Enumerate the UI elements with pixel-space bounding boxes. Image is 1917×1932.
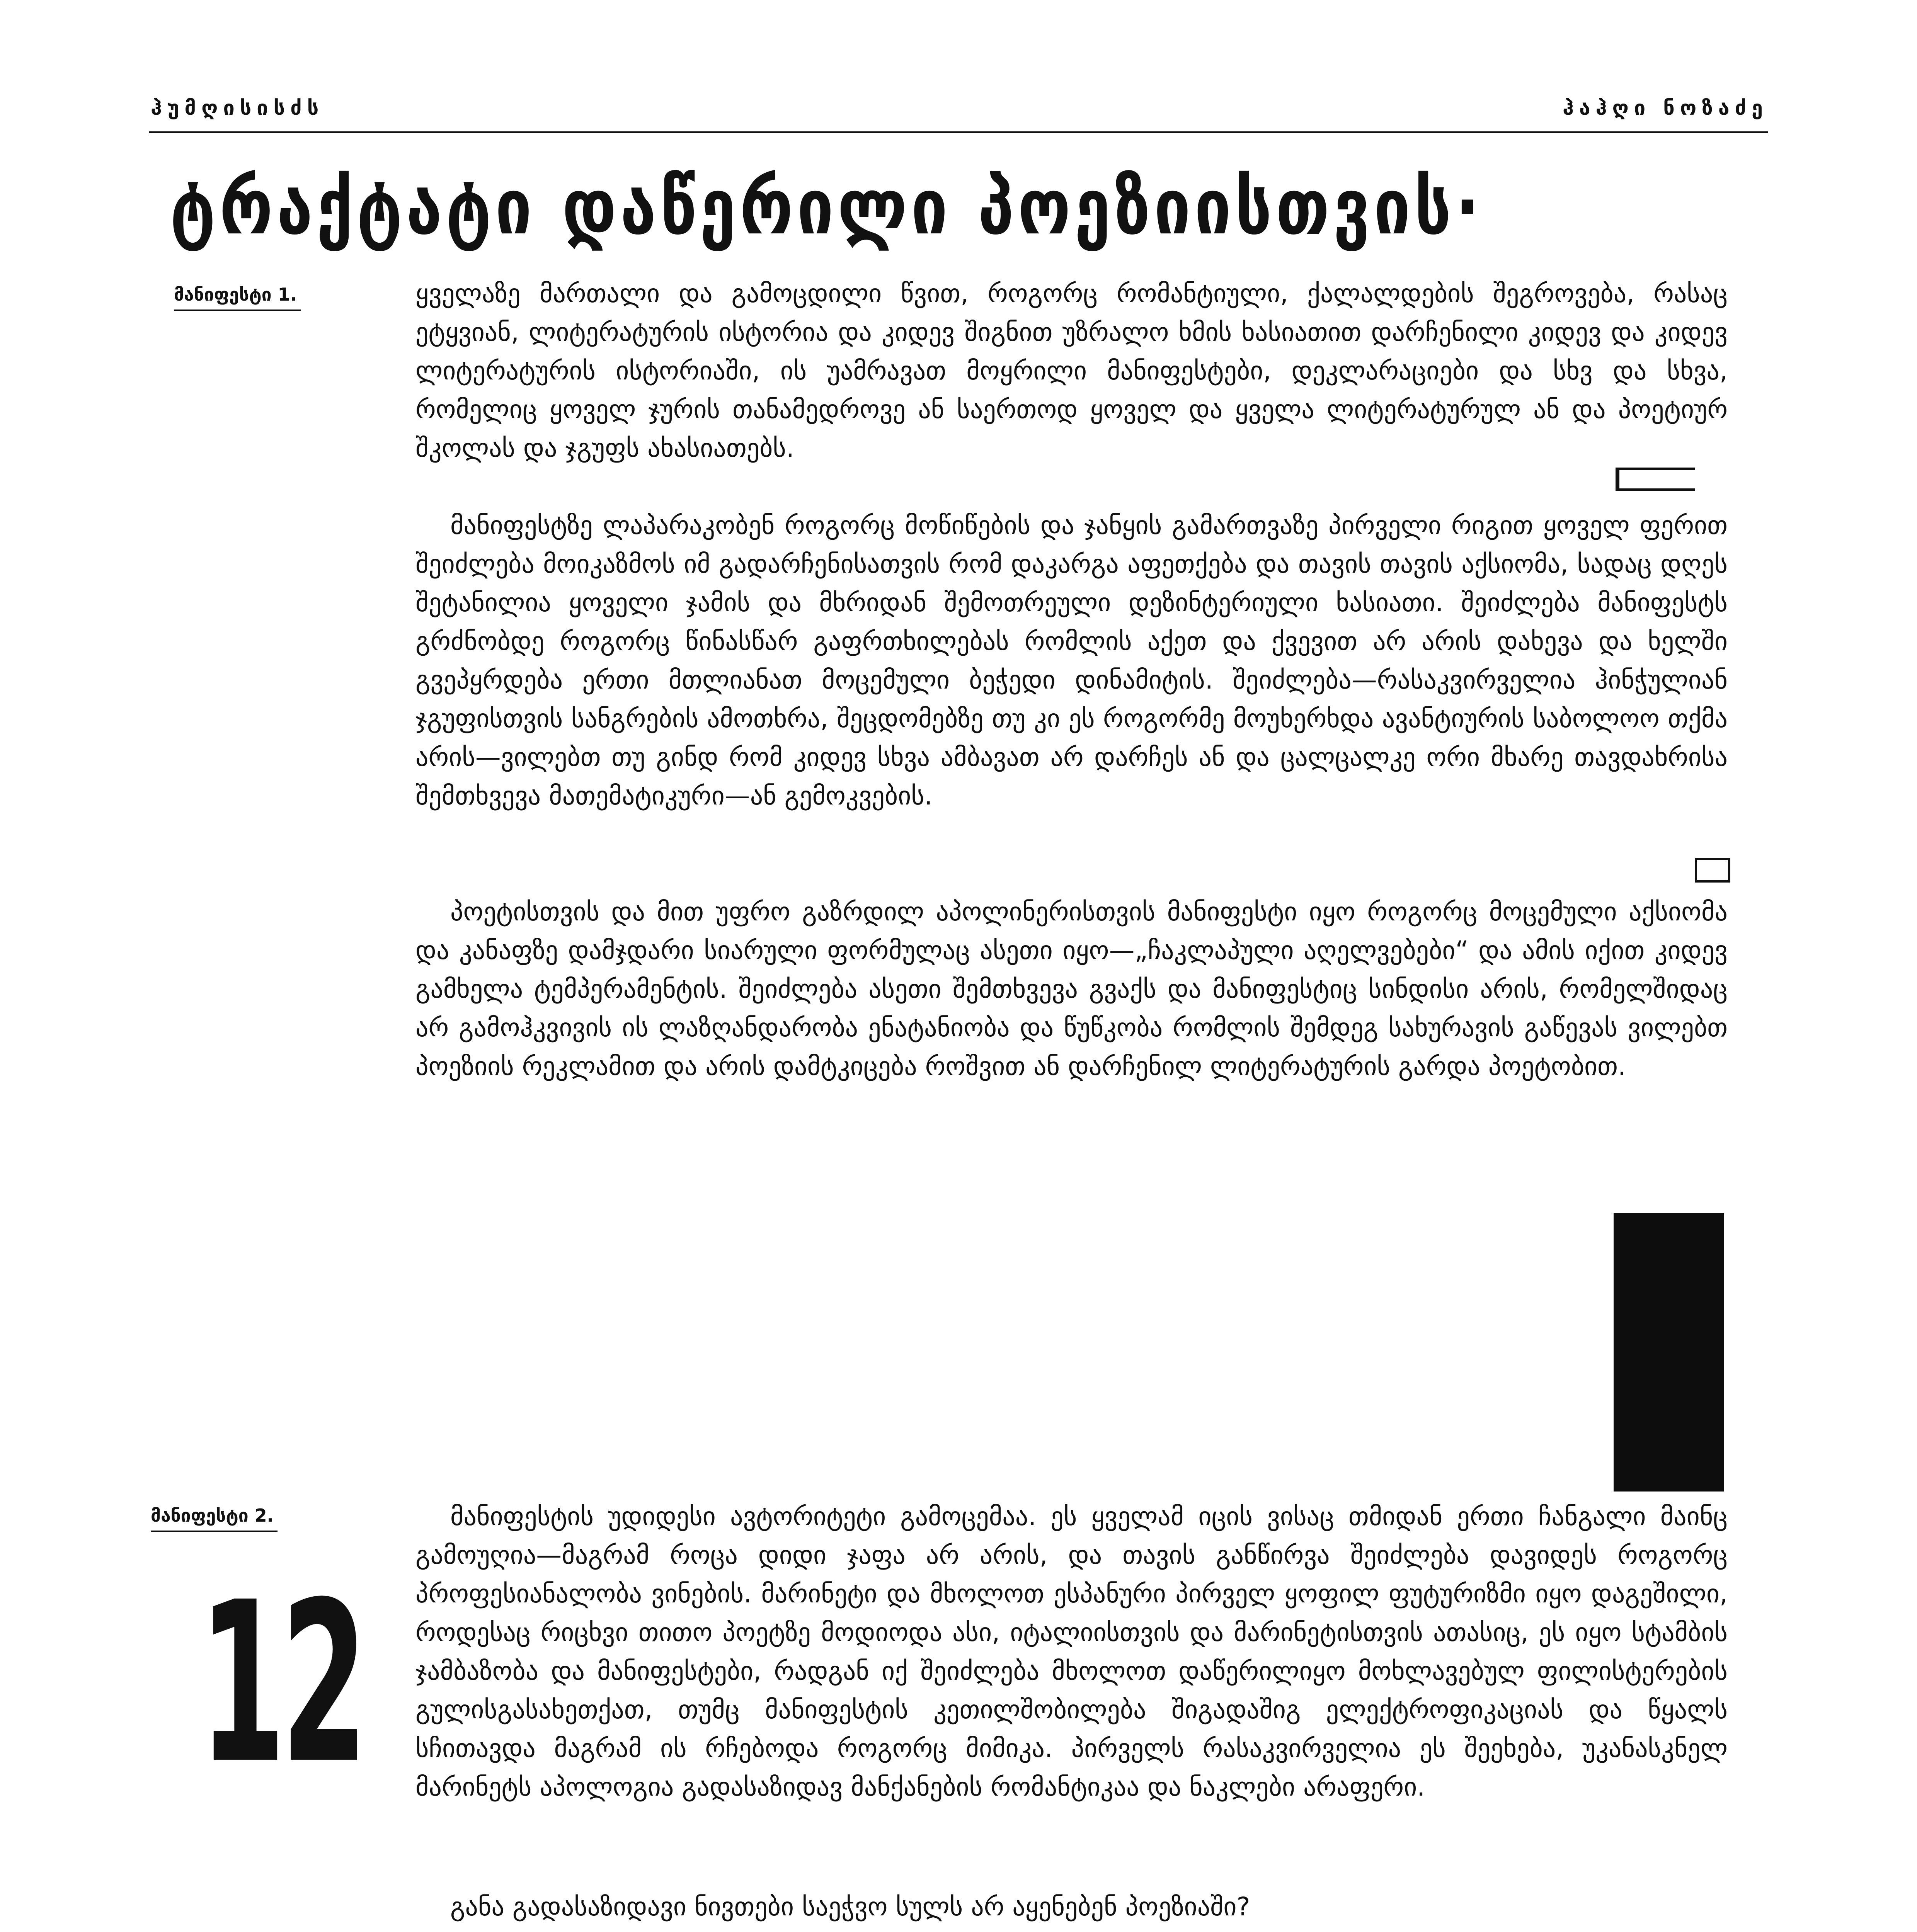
label-underline: [174, 310, 301, 311]
large-number-12: 12: [199, 1554, 363, 1812]
running-header-left: ჰუმღისისძს: [151, 97, 324, 120]
box-mark: [1695, 858, 1730, 883]
header-rule: [149, 131, 1768, 133]
manifesto-2-label: [151, 1505, 274, 1526]
paragraph-4: მანიფესტის უდიდესი ავტორიტეტი გამოცემაა. ეს ყველამ იცის ვისაც თმიდან ერთი ჩანგალი მაინც გამოუღია—მაგრამ როცა დიდი ჯაფა არ არის, და თავის განწირვა შეიძლება დავიდეს როგორც პროფესიანალობა ვინების. მარინეტი და მხოლოთ ესპანური პირველ ყოფილ ფუტურიზმი იყო დაგეშილი, როდესაც რიცხვი თითო პოეტზე მოდიოდა ასი, იტალიისთვის და მარინეტისთვის ათასიც, ეს იყო სტამბის ჯამბაზობა და მანიფესტები, რადგან იქ შეიძლება მხოლოთ დაწერილიყო მოხლავებულ ფილისტერების გულისგასახეთქათ, თუმც მანიფესტის კეთილშობილება შიგადაშიგ ელექტროფიკაციას და წყალს სჩითავდა მაგრამ ის რჩებოდა როგორც მიმიკა. პირველს რასაკვირველია ეს შეეხება, უკანასკნელ მარინეტს აპოლოგია გადასაზიდავ მანქანების რომანტიკაა და ნაკლები არაფერი.: [415, 1502, 1728, 1802]
paragraph-3: პოეტისთვის და მით უფრო გაზრდილ აპოლინერისთვის მანიფესტი იყო როგორც მოცემული აქსიომა და კანაფზე დამჯდარი სიარული ფორმულაც ასეთი იყო—„ჩაკლაპული აღელვებები“ და ამის იქით კიდევ გამხელა ტემპერამენტის. შეიძლება ასეთი შემთხვევა გვაქს და მანიფესტიც სინდისი არის, რომელშიდაც არ გამოჰკვივის ის ლაზღანდარობა ენატანიობა და წუწკობა რომლის შემდეგ სახურავის გაწევას ვილებთ პოეზიის რეკლამით და არის დამტკიცება როშვით ან დარჩენილ ლიტერატურის გარდა პოეტობით.: [415, 897, 1728, 1081]
manifesto-1-label: [174, 284, 297, 305]
paragraph-2: მანიფესტზე ლაპარაკობენ როგორც მოწიწების და ჯანყის გამართვაზე პირველი რიგით ყოველ ფერით შეიძლება მოიკაზმოს იმ გადარჩენისათვის რომ დაკარგა აფეთქება და თავის თავის აქსიომა, სადაც დღეს შეტანილია ყოველი ჯამის და მხრიდან შემოთრეული დეზინტერიული ხასიათი. შეიძლება მანიფესტს გრძნობდე როგორც წინასწარ გაფრთხილებას რომლის აქეთ და ქვევით არ არის დახევა და ხელში გვეპყრდება ერთი მთლიანათ მოცემული ბეჭედი დინამიტის. შეიძლება—რასაკვირველია ჰინჭულიან ჯგუფისთვის სანგრების ამოთხრა, შეცდომებზე თუ კი ეს როგორმე მოუხერხდა ავანტიურის საბოლოო თქმა არის—ვილებთ თუ გინდ რომ კიდევ სხვა ამბავათ არ დარჩეს ან და ცალცალკე ორი მხარე თავდახრისა შემთხვევა მათემატიკური—ან გემოკვების.: [415, 510, 1728, 811]
page-title: ტრაქტატი დაწერილი პოეზიისთვის·: [170, 162, 1484, 252]
black-bar-decoration: [1614, 1213, 1724, 1492]
bracket-mark: [1616, 468, 1695, 491]
paragraph-5: განა გადასაზიდავი ნივთები საეჭვო სულს არ აყენებენ პოეზიაში?: [450, 1892, 1250, 1922]
label-underline: [151, 1531, 278, 1532]
manifesto-1-label-text: მანიფესტი 1.: [174, 284, 297, 305]
manifesto-2-label-text: მანიფესტი 2.: [151, 1505, 274, 1526]
paragraph-1: ყველაზე მართალი და გამოცდილი წვით, როგორც რომანტიული, ქალალდების შეგროვება, რასაც ეტყვიან, ლიტერატურის ისტორია და კიდევ შიგნით უზრალო ხმის ხასიათით დარჩენილი კიდევ და კიდევ ლიტერატურის ისტორიაში, ის უამრავათ მოყრილი მანიფესტები, დეკლარაციები და სხვ და სხვა, რომელიც ყოველ ჯურის თანამედროვე ან საერთოდ ყოველ და ყველა ლიტერატურულ ან და პოეტიურ შკოლას და ჯგუფს ახასიათებს.: [415, 279, 1728, 463]
running-header-right: ჰაჰღი ნოზაძე: [1563, 97, 1768, 120]
